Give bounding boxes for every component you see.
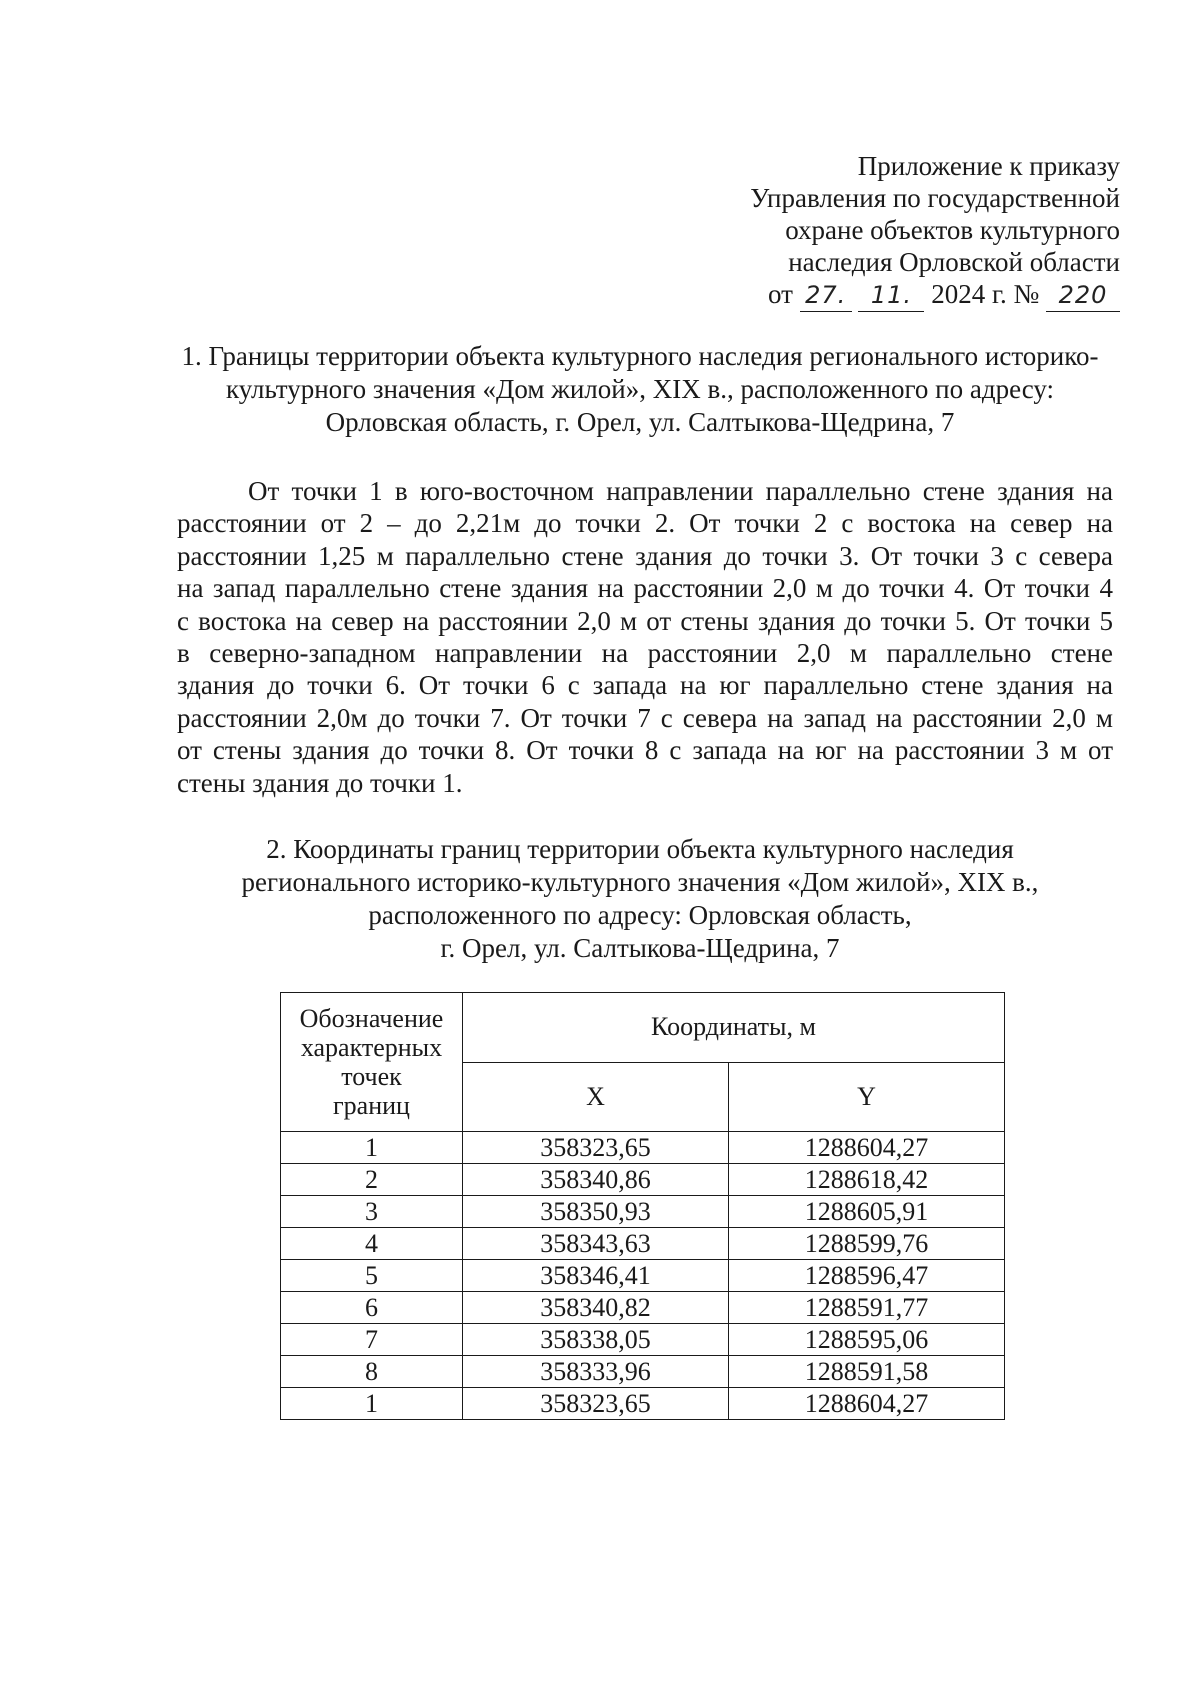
order-date-line [640, 278, 1120, 312]
text-line: в северно-западном направлении на расстоянии 2,0 м параллельно стене [177, 638, 1113, 669]
point-cell: 2 [281, 1164, 463, 1196]
x-cell: 358333,96 [463, 1356, 729, 1388]
y-cell: 1288591,58 [729, 1356, 1005, 1388]
header-x: X [463, 1062, 729, 1132]
title-line: г. Орел, ул. Салтыкова-Щедрина, 7 [440, 933, 840, 963]
x-cell: 358323,65 [463, 1388, 729, 1420]
text-line: расстоянии от 2 – до 2,21м до точки 2. От точки 2 с востока на север на [177, 508, 1113, 539]
point-cell: 8 [281, 1356, 463, 1388]
table-row [281, 1164, 1005, 1196]
header-line: охране объектов культурного [785, 215, 1120, 245]
x-cell: 358350,93 [463, 1196, 729, 1228]
header-coordinates: Координаты, м [463, 993, 1005, 1063]
header-line: Приложение к приказу [857, 151, 1120, 181]
date-year: 2024 г. № [931, 279, 1040, 309]
x-cell: 358323,65 [463, 1132, 729, 1164]
boundary-description [177, 475, 1113, 799]
header-point-designation: Обозначение характерных точек границ [281, 993, 463, 1132]
handwritten-month: 11. [858, 279, 924, 312]
y-cell: 1288595,06 [729, 1324, 1005, 1356]
header-line: Управления по государственной [750, 183, 1120, 213]
y-cell: 1288604,27 [729, 1132, 1005, 1164]
text-line: расстоянии 1,25 м параллельно стене здания до точки 3. От точки 3 с севера [177, 540, 1113, 571]
text-line: здания до точки 6. От точки 6 с запада на юг параллельно стене здания на [177, 670, 1113, 701]
table-row [281, 1196, 1005, 1228]
point-cell: 1 [281, 1132, 463, 1164]
text-line: от стены здания до точки 8. От точки 8 с запада на юг на расстоянии 3 м от [177, 735, 1113, 766]
table-row [281, 1324, 1005, 1356]
table-row [281, 1388, 1005, 1420]
point-cell: 6 [281, 1292, 463, 1324]
table-row [281, 1292, 1005, 1324]
text-line: стены здания до точки 1. [177, 767, 463, 798]
point-cell: 3 [281, 1196, 463, 1228]
header-y: Y [729, 1062, 1005, 1132]
coordinates-table [280, 992, 1005, 1420]
handwritten-day: 27. [800, 279, 852, 312]
section-2-title [200, 833, 1080, 965]
y-cell: 1288618,42 [729, 1164, 1005, 1196]
table-row [281, 1260, 1005, 1292]
appendix-header [640, 150, 1120, 312]
y-cell: 1288591,77 [729, 1292, 1005, 1324]
y-cell: 1288596,47 [729, 1260, 1005, 1292]
title-line: регионального историко-культурного значения «Дом жилой», XIX в., [241, 867, 1039, 897]
point-cell: 1 [281, 1388, 463, 1420]
text-line: От точки 1 в юго-восточном направлении параллельно стене здания на [248, 476, 1113, 506]
header-line: наследия Орловской области [788, 247, 1120, 277]
text-line: расстоянии 2,0м до точки 7. От точки 7 с севера на запад на расстоянии 2,0 м [177, 702, 1113, 733]
point-cell: 5 [281, 1260, 463, 1292]
text-line: на запад параллельно стене здания на расстоянии 2,0 м до точки 4. От точки 4 [177, 573, 1113, 604]
section-1-title [170, 340, 1110, 439]
handwritten-order-number: 220 [1046, 279, 1120, 312]
y-cell: 1288604,27 [729, 1388, 1005, 1420]
table-row [281, 1228, 1005, 1260]
x-cell: 358338,05 [463, 1324, 729, 1356]
point-cell: 4 [281, 1228, 463, 1260]
x-cell: 358340,86 [463, 1164, 729, 1196]
x-cell: 358343,63 [463, 1228, 729, 1260]
title-line: 2. Координаты границ территории объекта культурного наследия [266, 834, 1014, 864]
table-row [281, 1356, 1005, 1388]
point-cell: 7 [281, 1324, 463, 1356]
x-cell: 358346,41 [463, 1260, 729, 1292]
table-row [281, 1132, 1005, 1164]
y-cell: 1288605,91 [729, 1196, 1005, 1228]
y-cell: 1288599,76 [729, 1228, 1005, 1260]
title-line: Орловская область, г. Орел, ул. Салтыкова-Щедрина, 7 [325, 407, 955, 437]
title-line: расположенного по адресу: Орловская область, [368, 900, 912, 930]
title-line: 1. Границы территории объекта культурного наследия регионального историко- [181, 341, 1099, 371]
text-line: с востока на север на расстоянии 2,0 м от стены здания до точки 5. От точки 5 [177, 605, 1113, 636]
date-prefix: от [768, 279, 793, 309]
title-line: культурного значения «Дом жилой», XIX в., расположенного по адресу: [225, 374, 1055, 404]
x-cell: 358340,82 [463, 1292, 729, 1324]
